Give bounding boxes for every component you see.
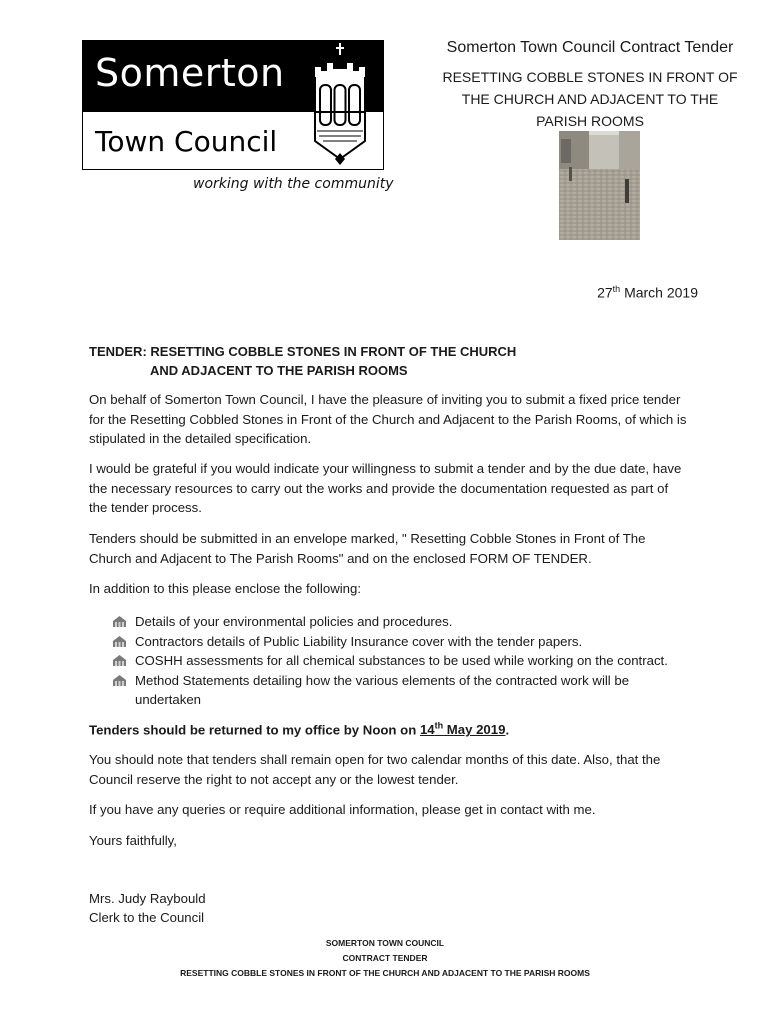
paragraph-submission: Tenders should be submitted in an envelope marked, " Resetting Cobble Stones in Front of The Church and Adjacent to The Parish Rooms" and on the enclosed FORM OF TENDER. (89, 531, 646, 566)
deadline-period: . (505, 722, 510, 738)
list-item-text: Method Statements detailing how the various elements of the contracted work will be undertaken (135, 672, 630, 707)
crest-icon (309, 41, 371, 169)
header-subject-line: THE CHURCH AND ADJACENT TO THE (461, 91, 719, 107)
building-bullet-icon (112, 654, 127, 667)
letter-date (597, 284, 698, 301)
logo-council-text: Town Council (95, 125, 278, 158)
signoff: Yours faithfully, (89, 833, 177, 848)
paragraph-enclose: In addition to this please enclose the following: (89, 581, 361, 596)
date-day: 27 (597, 284, 613, 301)
list-item-text: COSHH assessments for all chemical substances to be used while working on the contract. (135, 653, 668, 668)
header-subject (420, 66, 760, 132)
deadline-month-year: May 2019 (443, 722, 506, 738)
deadline-day: 14 (419, 722, 435, 738)
list-item (112, 671, 692, 710)
signer-role: Clerk to the Council (89, 910, 205, 925)
date-suffix: th (612, 284, 621, 294)
paragraph-queries: If you have any queries or require additional information, please get in contact with me. (89, 802, 596, 817)
tender-heading-line: TENDER: RESETTING COBBLE STONES IN FRONT OF THE CHURCH (89, 344, 517, 359)
date-month-year: March 2019 (624, 284, 698, 301)
deadline-date (420, 722, 506, 737)
cobblestone-photo (559, 131, 640, 240)
header-subject-line: PARISH ROOMS (536, 113, 644, 129)
council-logo (82, 40, 384, 170)
list-item (112, 612, 692, 632)
tender-heading (89, 342, 516, 380)
logo-name-text: Somerton (95, 51, 285, 95)
building-bullet-icon (112, 674, 127, 687)
building-bullet-icon (112, 635, 127, 648)
building-bullet-icon (112, 615, 127, 628)
footer-line: SOMERTON TOWN COUNCIL (325, 938, 445, 948)
deadline-suffix: th (434, 721, 444, 731)
list-item-text: Details of your environmental policies and procedures. (135, 614, 453, 629)
paragraph-invitation: On behalf of Somerton Town Council, I have the pleasure of inviting you to submit a fixed price tender for the Resetting Cobbled Stones in Front of the Church and Adjacent to the Parish Rooms, of which is stipulated in the detailed specification. (89, 392, 687, 446)
paragraph-willingness: I would be grateful if you would indicate your willingness to submit a tender and by the due date, have the necessary resources to carry out the works and provide the documentation requested as part of the tender process. (89, 461, 682, 515)
paragraph-validity: You should note that tenders shall remain open for two calendar months of this date. Also, that the Council reserve the right to not accept any or the lowest tender. (89, 752, 661, 787)
header-title: Somerton Town Council Contract Tender (446, 39, 734, 56)
signer-name: Mrs. Judy Raybould (89, 891, 206, 906)
footer-line: CONTRACT TENDER (342, 953, 428, 963)
header-subject-line: RESETTING COBBLE STONES IN FRONT OF (442, 69, 738, 85)
tender-heading-line: AND ADJACENT TO THE PARISH ROOMS (150, 363, 408, 378)
list-item-text: Contractors details of Public Liability Insurance cover with the tender papers. (135, 633, 583, 649)
deadline-prefix: Tenders should be returned to my office by Noon on (89, 722, 420, 738)
footer-line: RESETTING COBBLE STONES IN FRONT OF THE CHURCH AND ADJACENT TO THE PARISH ROOMS (180, 968, 590, 978)
list-item (112, 632, 692, 652)
logo-tagline: working with the community (193, 176, 394, 192)
list-item (112, 651, 692, 671)
enclosure-list (112, 612, 692, 710)
deadline-statement (89, 717, 689, 740)
